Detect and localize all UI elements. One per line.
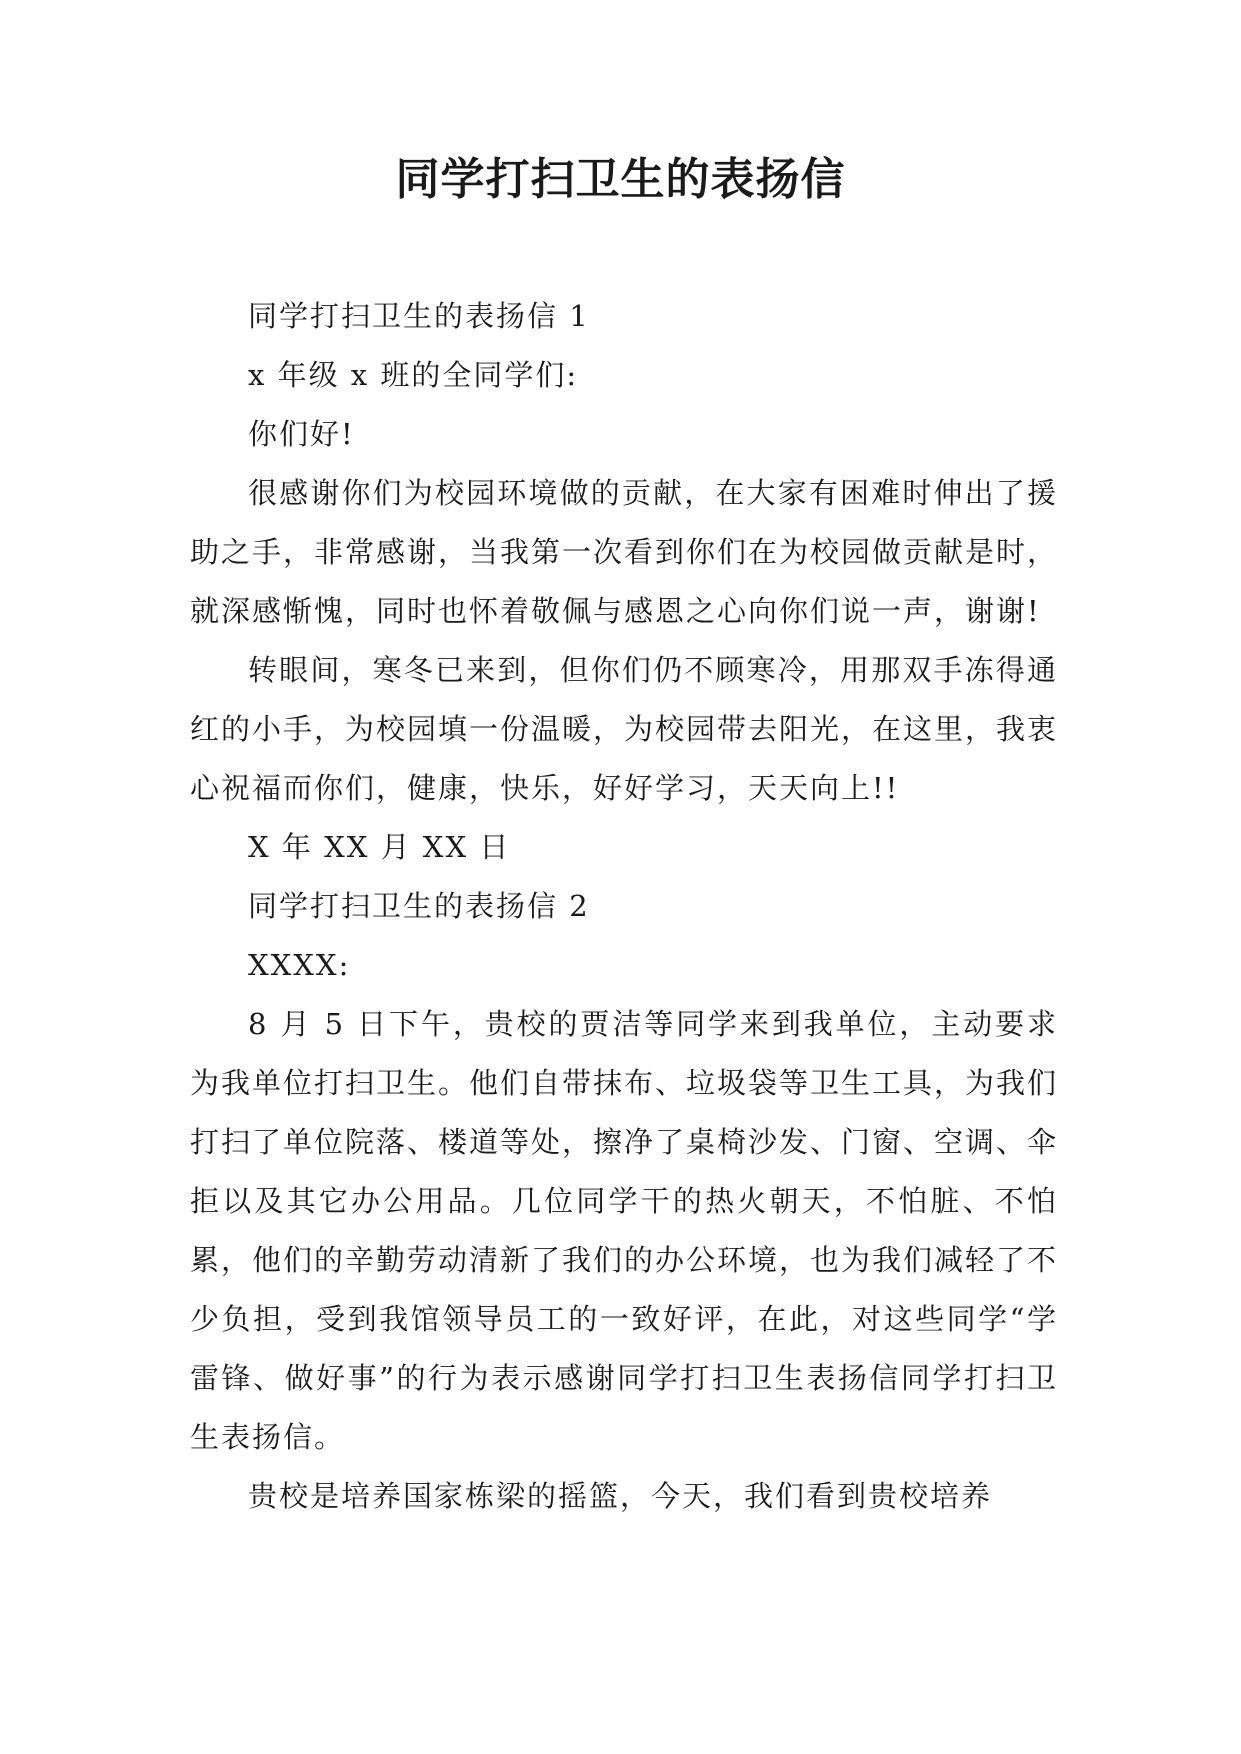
paragraph: 很感谢你们为校园环境做的贡献，在大家有困难时伸出了援助之手，非常感谢，当我第一次看到你们在为校园做贡献是时，就深感惭愧，同时也怀着敬佩与感恩之心向你们说一声，谢谢!	[190, 476, 1059, 628]
letter-body	[190, 287, 1058, 1526]
paragraph: x 年级 x 班的全同学们:	[248, 358, 579, 392]
paragraph: 同学打扫卫生的表扬信 2	[248, 889, 590, 923]
page-title: 同学打扫卫生的表扬信	[395, 154, 846, 205]
paragraph: X 年 XX 月 XX 日	[248, 830, 511, 864]
paragraph: 转眼间，寒冬已来到，但你们仍不顾寒冷，用那双手冻得通红的小手，为校园填一份温暖，为校园带去阳光，在这里，我衷心祝福而你们，健康，快乐，好好学习，天天向上!!	[190, 653, 1059, 805]
paragraph: 你们好!	[248, 417, 355, 451]
paragraph: XXXX:	[248, 948, 351, 982]
paragraph: 同学打扫卫生的表扬信 1	[248, 299, 590, 333]
paragraph: 贵校是培养国家栋梁的摇篮，今天，我们看到贵校培养	[248, 1479, 993, 1513]
paragraph: 8 月 5 日下午，贵校的贾洁等同学来到我单位，主动要求为我单位打扫卫生。他们自带抹布、垃圾袋等卫生工具，为我们打扫了单位院落、楼道等处，擦净了桌椅沙发、门窗、空调、伞拒以及其它办公用品。几位同学干的热火朝天，不怕脏、不怕累，他们的辛勤劳动清新了我们的办公环境，也为我们减轻了不少负担，受到我馆领导员工的一致好评，在此，对这些同学“学雷锋、做好事”的行为表示感谢同学打扫卫生表扬信同学打扫卫生表扬信。	[190, 1007, 1059, 1454]
